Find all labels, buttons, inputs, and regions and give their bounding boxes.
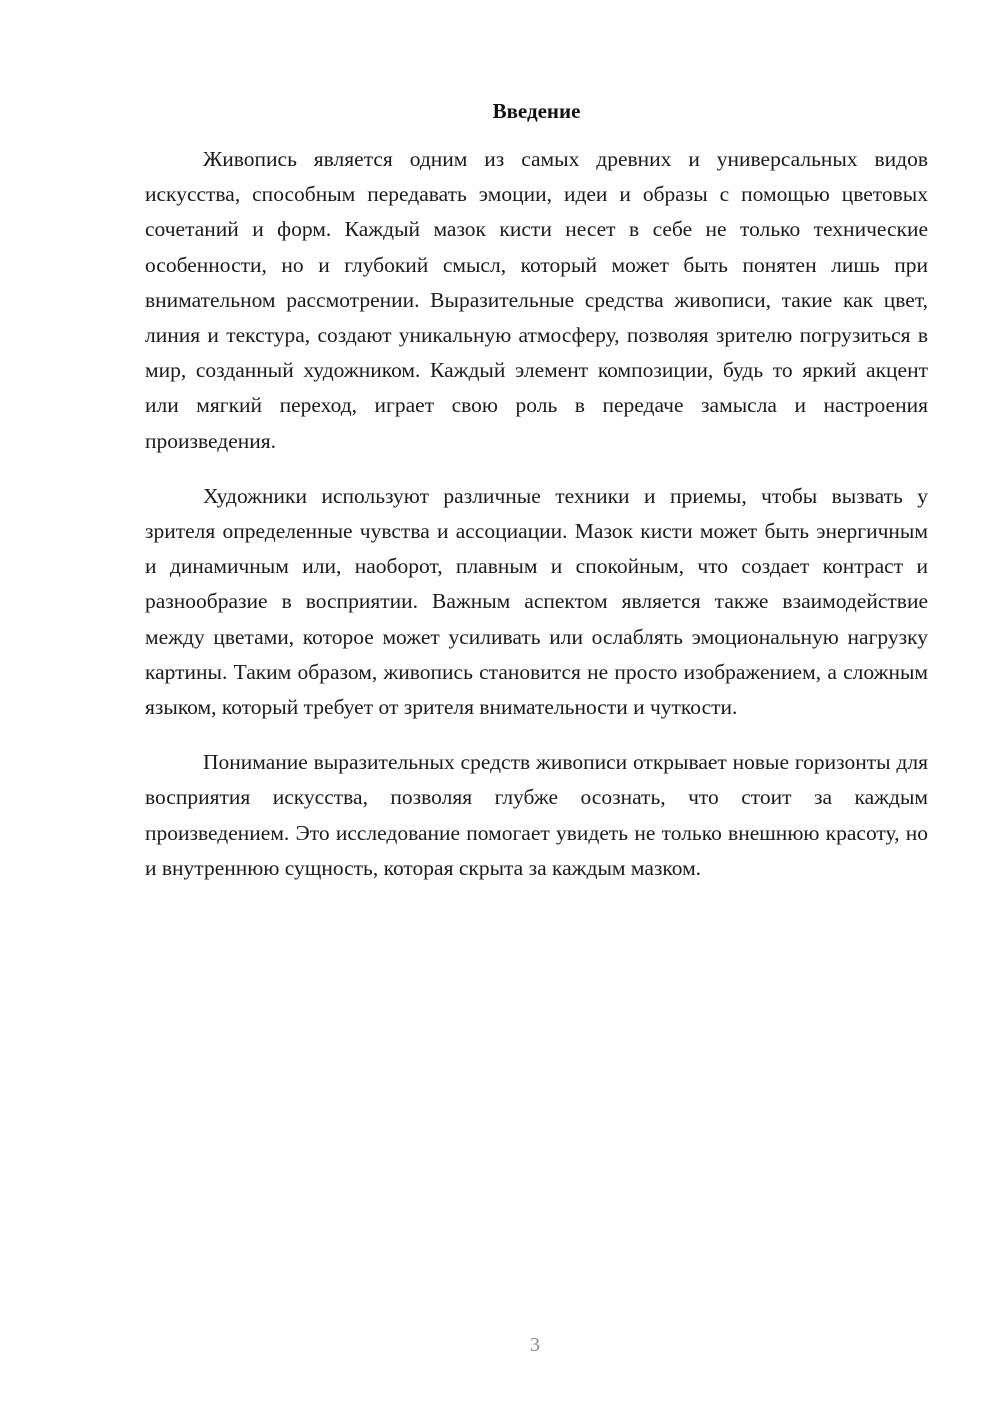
paragraph-1: Живопись является одним из самых древних и универсальных видов искусства, способным передавать эмоции, идеи и образы с помощью цветовых сочетаний и форм. Каждый мазок кисти несет в себе не только технические особенности, но и глубокий смысл, который может быть понятен лишь при внимательном рассмотрении. Выразительные средства живописи, такие как цвет, линия и текстура, создают уникальную атмосферу, позволяя зрителю погрузиться в мир, созданный художником. Каждый элемент композиции, будь то яркий акцент или мягкий переход, играет свою роль в передаче замысла и настроения произведения. (145, 147, 928, 453)
page-number: 3 (530, 1334, 540, 1356)
section-heading: Введение (492, 99, 581, 123)
paragraph-3: Понимание выразительных средств живописи открывает новые горизонты для восприятия искусства, позволяя глубже осознать, что стоит за каждым произведением. Это исследование помогает увидеть не только внешнюю красоту, но и внутреннюю сущность, которая скрыта за каждым мазком. (145, 750, 928, 880)
paragraph-2: Художники используют различные техники и приемы, чтобы вызвать у зрителя определенные чувства и ассоциации. Мазок кисти может быть энергичным и динамичным или, наоборот, плавным и спокойным, что создает контраст и разнообразие в восприятии. Важным аспектом является также взаимодействие между цветами, которое может усиливать или ослаблять эмоциональную нагрузку картины. Таким образом, живопись становится не просто изображением, а сложным языком, который требует от зрителя внимательности и чуткости. (145, 483, 928, 720)
page-content (145, 96, 928, 906)
